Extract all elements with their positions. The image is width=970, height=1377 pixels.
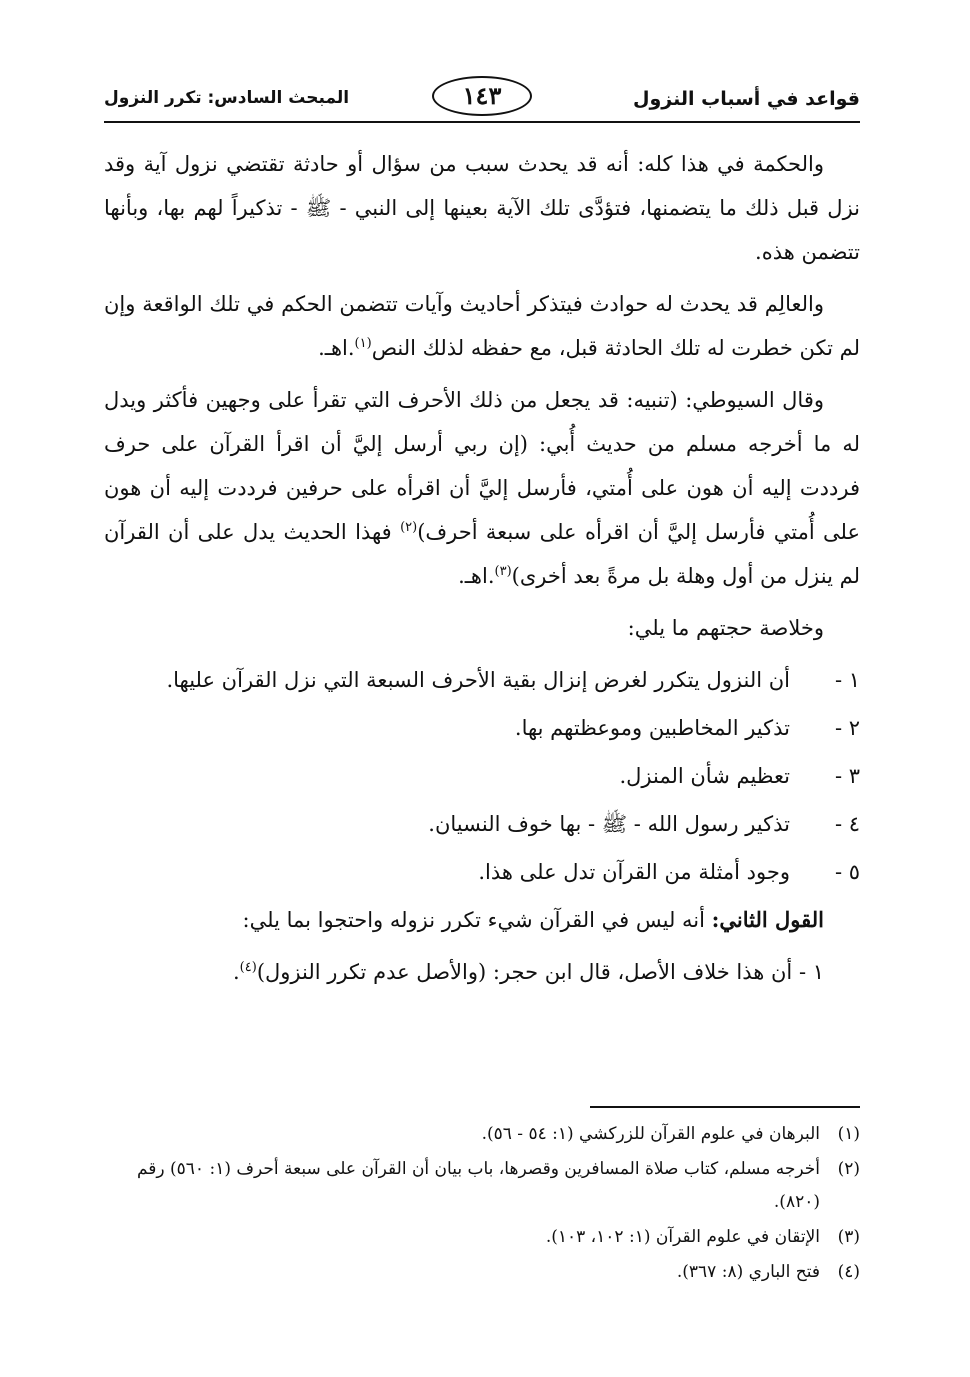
summary-intro: وخلاصة حجتهم ما يلي:	[627, 616, 824, 640]
paragraph-scholar-text: والعالِم قد يحدث له حوادث فيتذكر أحاديث وآيات تتضمن الحكم في تلك الواقعة وإن لم تكن خطرت له تلك الحادثة قبل، مع حفظه لذلك النص	[104, 292, 860, 360]
list-item-text: تعظيم شأن المنزل.	[619, 764, 790, 788]
footnote-ref-4: (٤)	[239, 960, 257, 975]
page-number: ١٤٣	[432, 76, 532, 116]
section-title: المبحث السادس: تكرر النزول	[104, 88, 350, 108]
paragraph-wisdom: والحكمة في هذا كله: أنه قد يحدث سبب من سؤال أو حادثة تقتضي نزول آية وقد نزل قبل ذلك ما يتضمنها، فتؤدَّى تلك الآية بعينها إلى النبي - ﷺ - تذكيراً لهم بها، وبأنها تتضمن هذه.	[104, 152, 860, 264]
footnote-text: الإتقان في علوم القرآن (١: ١٠٢، ١٠٣).	[545, 1227, 820, 1247]
list-item-number: ٣ -	[834, 764, 860, 788]
second-view	[104, 898, 860, 942]
paragraph-suyuti-text-2: فهذا الحديث يدل على أن القرآن لم ينزل من أول وهلة بل مرةً بعد أخرى)	[104, 520, 860, 588]
list-item	[104, 850, 860, 894]
header-divider	[104, 121, 860, 123]
paragraph-scholar-end: .اهـ.	[318, 336, 355, 360]
list-item-number: ٥ -	[834, 860, 860, 884]
list-item-number: ١ -	[834, 668, 860, 692]
main-text	[104, 142, 860, 1002]
second-view-text: أنه ليس في القرآن شيء تكرر نزوله واحتجوا بما يلي:	[242, 908, 712, 932]
list-item-number: ٤ -	[834, 812, 860, 836]
list-item-text: تذكير رسول الله - ﷺ - بها خوف النسيان.	[428, 812, 790, 836]
point-1-end: .	[232, 960, 240, 984]
arguments-list	[104, 658, 860, 894]
footnote-number: (٤)	[837, 1262, 860, 1282]
footnote-number: (٢)	[837, 1159, 860, 1179]
footnote-number: (١)	[837, 1124, 860, 1144]
footnote-number: (٣)	[837, 1227, 860, 1247]
paragraph-suyuti	[104, 378, 860, 598]
list-item	[104, 802, 860, 846]
second-view-label: القول الثاني:	[711, 907, 824, 932]
book-title: قواعد في أسباب النزول	[632, 88, 860, 110]
footnote-text: فتح الباري (٨: ٣٦٧).	[676, 1262, 820, 1282]
footnote-text: أخرجه مسلم، كتاب صلاة المسافرين وقصرها، باب بيان أن القرآن على سبعة أحرف (١: ٥٦٠) رقم (٨٢٠).	[136, 1159, 820, 1212]
paragraph-suyuti-end: .اهـ.	[458, 564, 495, 588]
paragraph-scholar	[104, 282, 860, 370]
list-item	[104, 706, 860, 750]
footnote	[104, 1153, 860, 1219]
list-item	[104, 754, 860, 798]
footnote	[104, 1221, 860, 1254]
footnote	[104, 1256, 860, 1289]
footnote-ref-2: (٢)	[400, 520, 418, 535]
list-item-text: أن النزول يتكرر لغرض إنزال بقية الأحرف السبعة التي نزل القرآن عليها.	[166, 668, 790, 692]
point-1-text: ١ - أن هذا خلاف الأصل، قال ابن حجر: (والأصل عدم تكرر النزول)	[256, 960, 824, 984]
footnote-ref-1: (١)	[354, 336, 372, 351]
footnote-divider	[590, 1106, 860, 1108]
list-item-text: وجود أمثلة من القرآن تدل على هذا.	[478, 860, 790, 884]
footnote	[104, 1118, 860, 1151]
list-item	[104, 658, 860, 702]
footnote-ref-3: (٣)	[494, 564, 512, 579]
paragraph-suyuti-text: وقال السيوطي: (تنبيه: قد يجعل من ذلك الأحرف التي تقرأ على وجهين فأكثر ويدل له ما أخرجه مسلم من حديث أُبي: (إن ربي أرسل إليَّ أن اقرأ القرآن على حرف فرددت إليه أن هون على أُمتي، فأرسل إليَّ أن اقرأه على حرفين فرددت إليه أن هون على أُمتي فأرسل إليَّ أن اقرأه على سبعة أحرف)	[104, 388, 860, 544]
footnotes	[104, 1118, 860, 1291]
page-header	[104, 76, 860, 124]
list-item-number: ٢ -	[834, 716, 860, 740]
list-item-text: تذكير المخاطبين وموعظتهم بها.	[514, 716, 790, 740]
second-view-point-1	[104, 950, 860, 994]
footnote-text: البرهان في علوم القرآن للزركشي (١: ٥٤ - ٥٦).	[481, 1124, 820, 1144]
